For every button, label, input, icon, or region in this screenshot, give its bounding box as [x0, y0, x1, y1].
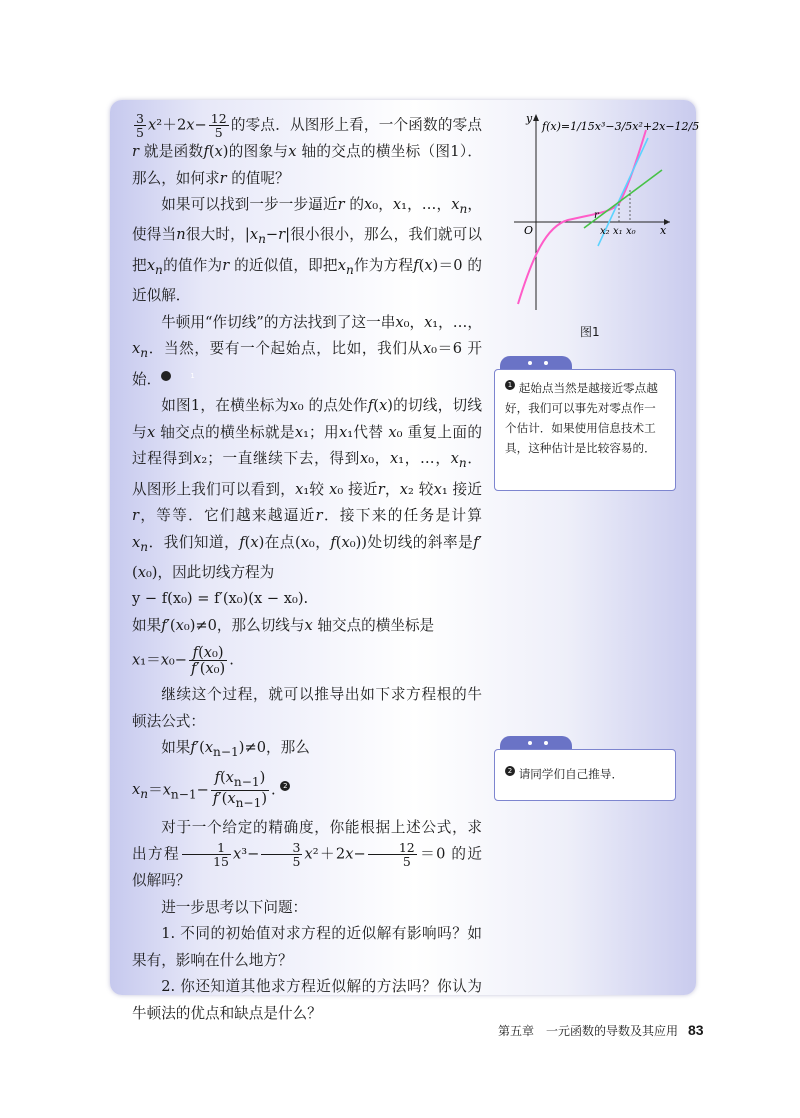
sidenote-1 [494, 369, 676, 491]
paragraph-1: $\frac{3}{5}$ x²＋2x− $\frac{12}{5}$ 的零点．从图形上看，一个函数的零点 r 就是函数f(x)的图象与x 轴的交点的横坐标（图1）．那么，如何求r 的值呢？ [132, 111, 482, 187]
sidenote-2 [494, 749, 676, 801]
newton-formula: $x_n=x_{n-1}-$ $\frac{f(x_{n-1})}{f'(x_{n-1})}$ . 2 [132, 770, 482, 811]
paragraph-4: 如图1，在横坐标为x₀ 的点处作f(x)的切线，切线与x 轴交点的横坐标就是x₁；用x₁代替 x₀ 重复上面的过程得到x₂；一直继续下去，得到x₀，x₁，…，$x_n$．从图形上我们可以看到，x₁较 x₀ 接近r，x₂ 较x₁ 接近r，等等．它们越来越逼近r．接下来的任务是计算$x_n$．我们知道，f(x)在点(x₀，f(x₀))处切线的斜率是f′(x₀)，因此切线方程为 [132, 397, 482, 581]
sidenote-text-1: 起始点当然是越接近零点越好，我们可以事先对零点作一个估计．如果使用信息技术工具，这种估计是比较容易的． [505, 381, 658, 455]
y-axis-arrow [533, 114, 539, 121]
tangent-equation: y − f(x₀) = f′(x₀)(x − x₀). [132, 590, 309, 608]
sidenote-text-2: 请同学们自己推导． [518, 767, 624, 781]
figure-formula: f(x)=1/15x³−3/5x²+2x−12/5 [542, 120, 700, 133]
main-text [132, 112, 482, 1027]
chapter-title: 第五章 一元函数的导数及其应用 [498, 1024, 679, 1038]
sidenote-mark-2: 2 [505, 766, 515, 776]
note-tab-1 [500, 356, 572, 370]
paragraph-8: 对于一个给定的精确度，你能根据上述公式，求出方程 $\frac{1}{15}$ x³− $\frac{3}{5}$ x²＋2x− $\frac{12}{5}$ ＝0 的近似解吗？ [132, 818, 482, 890]
question-1: 1. 不同的初始值对求方程的近似解有影响吗？如果有，影响在什么地方？ [132, 925, 482, 969]
paragraph-3: 牛顿用“作切线”的方法找到了这一串x₀，x₁，…，$x_n$．当然，要有一个起始点，比如，我们从x₀＝6 开始． 1 [132, 313, 482, 388]
x1-formula: x₁＝x₀− $\frac{\text{f(x₀)}}{\text{f′(x₀)}}$ . [132, 644, 234, 678]
page-footer [498, 1022, 704, 1039]
origin-label: O [524, 224, 534, 237]
x-label: x [660, 224, 667, 237]
root-label: r [594, 210, 599, 221]
x1-label: x₁ [613, 226, 623, 237]
paragraph-2: 如果可以找到一步一步逼近r 的x₀，x₁，…，$x_n$，使得当n很大时，$|x_n-r|$很小很小，那么，我们就可以把$x_n$的值作为r 的近似值，即把$x_n$作为方程f(x)＝0 的近似解． [132, 196, 482, 305]
y-label: y [526, 112, 533, 125]
question-2: 2. 你还知道其他求方程近似解的方法吗？你认为牛顿法的优点和缺点是什么？ [132, 978, 482, 1022]
paragraph-9: 进一步思考以下问题： [161, 898, 308, 916]
note-tab-2 [500, 736, 572, 750]
paragraph-5: 如果f′(x₀)≠0，那么切线与x 轴交点的横坐标是 [132, 616, 435, 634]
x0-label: x₀ [626, 226, 636, 237]
figure-newton-graph [502, 108, 700, 322]
paragraph-7: 如果$f'(x_{n-1})\ne 0$，那么 [161, 739, 310, 760]
paragraph-6: 继续这个过程，就可以推导出如下求方程根的牛顿法公式： [132, 686, 482, 730]
page-number: 83 [688, 1022, 704, 1038]
note-mark-2: 2 [280, 781, 290, 791]
x2-label: x₂ [600, 226, 610, 237]
function-curve [518, 130, 646, 304]
figure-caption: 图1 [580, 325, 600, 339]
note-mark-1: 1 [161, 371, 171, 381]
sidenote-mark-1: 1 [505, 380, 515, 390]
